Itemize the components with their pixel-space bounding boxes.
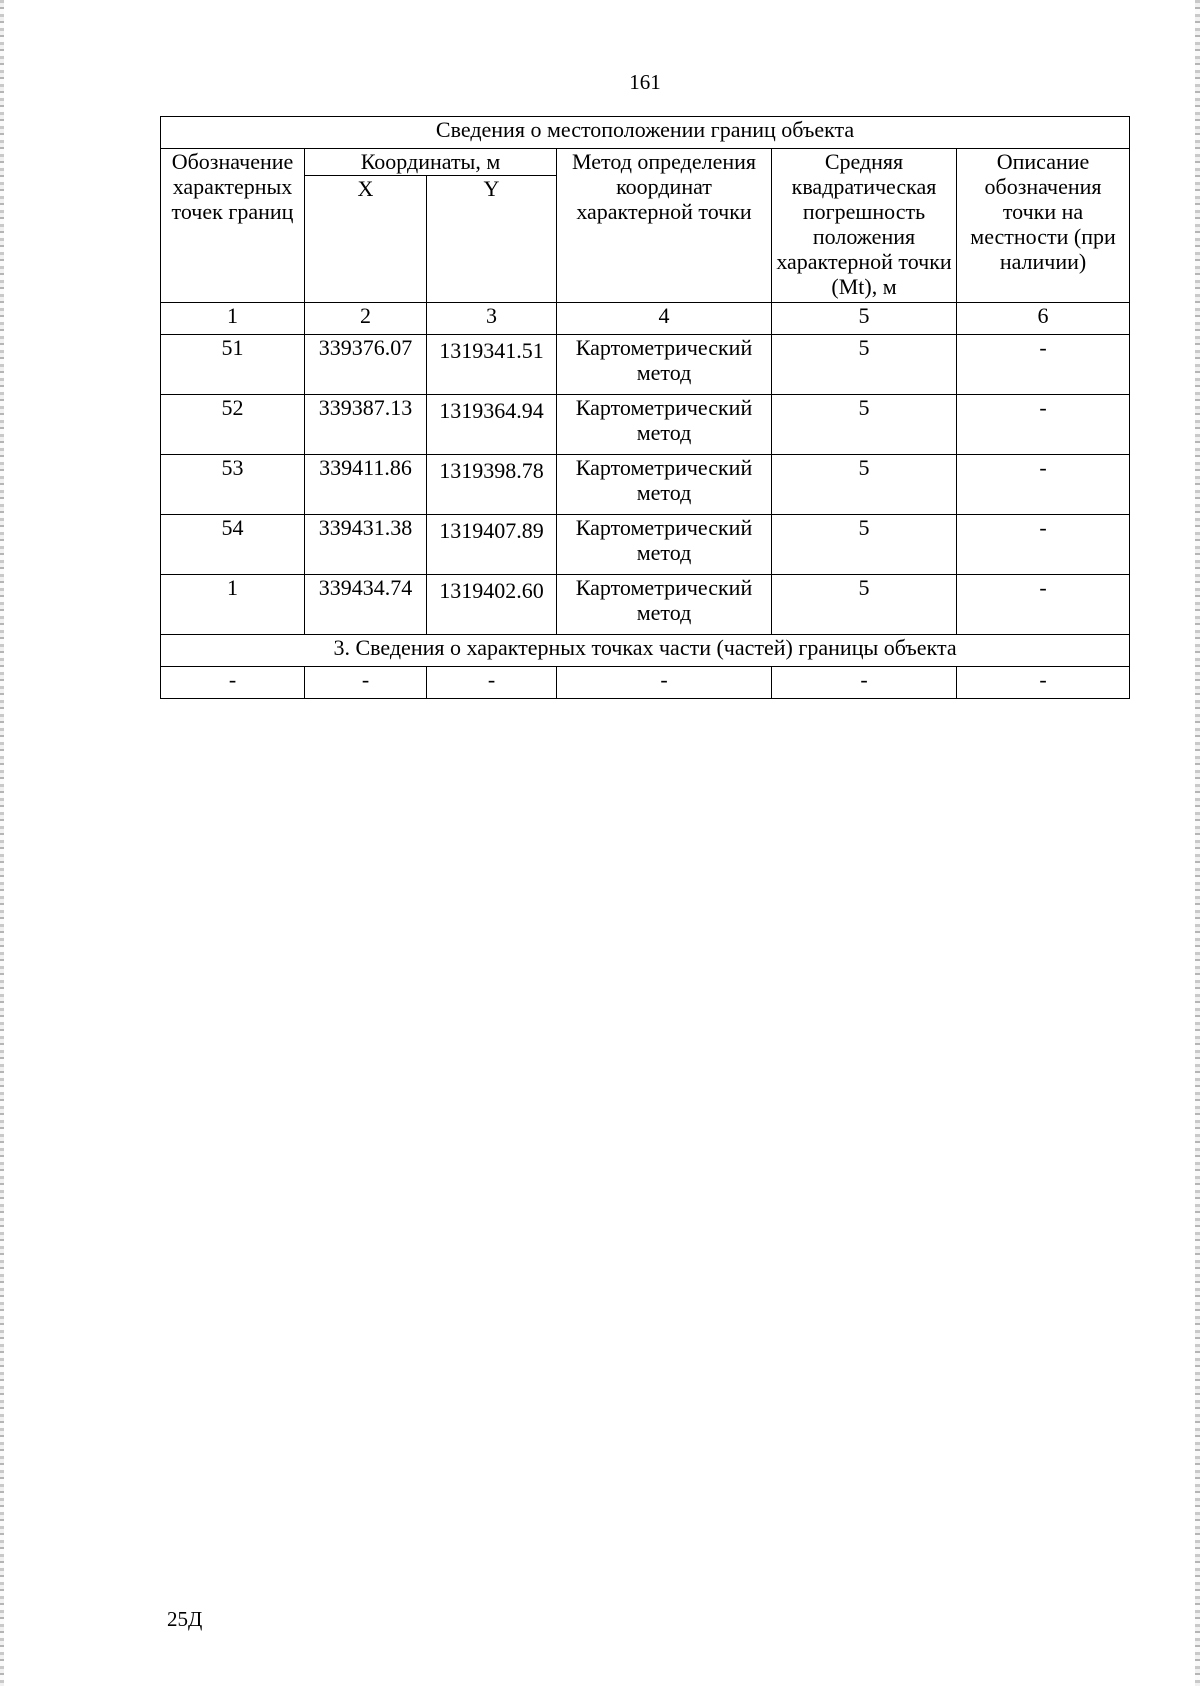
column-number: 3 [427,303,557,335]
cell-error: 5 [772,455,957,515]
table-row [161,515,1130,575]
cell-method: Картометрический метод [557,455,772,515]
cell-method: Картометрический метод [557,395,772,455]
cell-y: 1319364.94 [427,395,557,455]
cell-method: Картометрический метод [557,515,772,575]
column-number: 4 [557,303,772,335]
column-number: 5 [772,303,957,335]
cell-point: 1 [161,575,305,635]
section-3-title: 3. Сведения о характерных точках части (частей) границы объекта [161,635,1130,667]
cell-x: 339411.86 [305,455,427,515]
empty-cell: - [957,667,1130,699]
header-method: Метод определения координат характерной точки [557,149,772,303]
cell-description: - [957,515,1130,575]
cell-error: 5 [772,575,957,635]
cell-y: 1319398.78 [427,455,557,515]
cell-method: Картометрический метод [557,575,772,635]
header-mean-error: Средняя квадратическая погрешность положения характерной точки (Mt), м [772,149,957,303]
cell-error: 5 [772,515,957,575]
cell-x: 339376.07 [305,335,427,395]
scan-edge-right [1195,0,1200,1686]
boundary-coordinates-table [160,116,1130,699]
table-title-row [161,117,1130,149]
cell-y: 1319407.89 [427,515,557,575]
cell-error: 5 [772,335,957,395]
cell-description: - [957,575,1130,635]
header-x: X [305,176,427,303]
cell-description: - [957,455,1130,515]
table-row [161,575,1130,635]
cell-y: 1319402.60 [427,575,557,635]
header-row [161,149,1130,176]
cell-method: Картометрический метод [557,335,772,395]
scan-edge-left [0,0,4,1686]
header-y: Y [427,176,557,303]
cell-y: 1319341.51 [427,335,557,395]
cell-x: 339434.74 [305,575,427,635]
column-number: 6 [957,303,1130,335]
section-3-row [161,635,1130,667]
empty-cell: - [772,667,957,699]
header-point-designation: Обозначение характерных точек границ [161,149,305,303]
cell-point: 54 [161,515,305,575]
empty-cell: - [557,667,772,699]
table-row [161,335,1130,395]
column-numbers-row [161,303,1130,335]
column-number: 2 [305,303,427,335]
column-number: 1 [161,303,305,335]
empty-cell: - [427,667,557,699]
header-description: Описание обозначения точки на местности (при наличии) [957,149,1130,303]
cell-description: - [957,395,1130,455]
section-3-empty-row [161,667,1130,699]
cell-point: 53 [161,455,305,515]
empty-cell: - [161,667,305,699]
table-row [161,455,1130,515]
cell-point: 52 [161,395,305,455]
document-code: 25Д [167,1607,203,1631]
cell-x: 339387.13 [305,395,427,455]
cell-error: 5 [772,395,957,455]
header-coordinates: Координаты, м [305,149,557,176]
cell-x: 339431.38 [305,515,427,575]
cell-point: 51 [161,335,305,395]
table-title: Сведения о местоположении границ объекта [161,117,1130,149]
empty-cell: - [305,667,427,699]
cell-description: - [957,335,1130,395]
table-row [161,395,1130,455]
page-number: 161 [629,70,661,94]
